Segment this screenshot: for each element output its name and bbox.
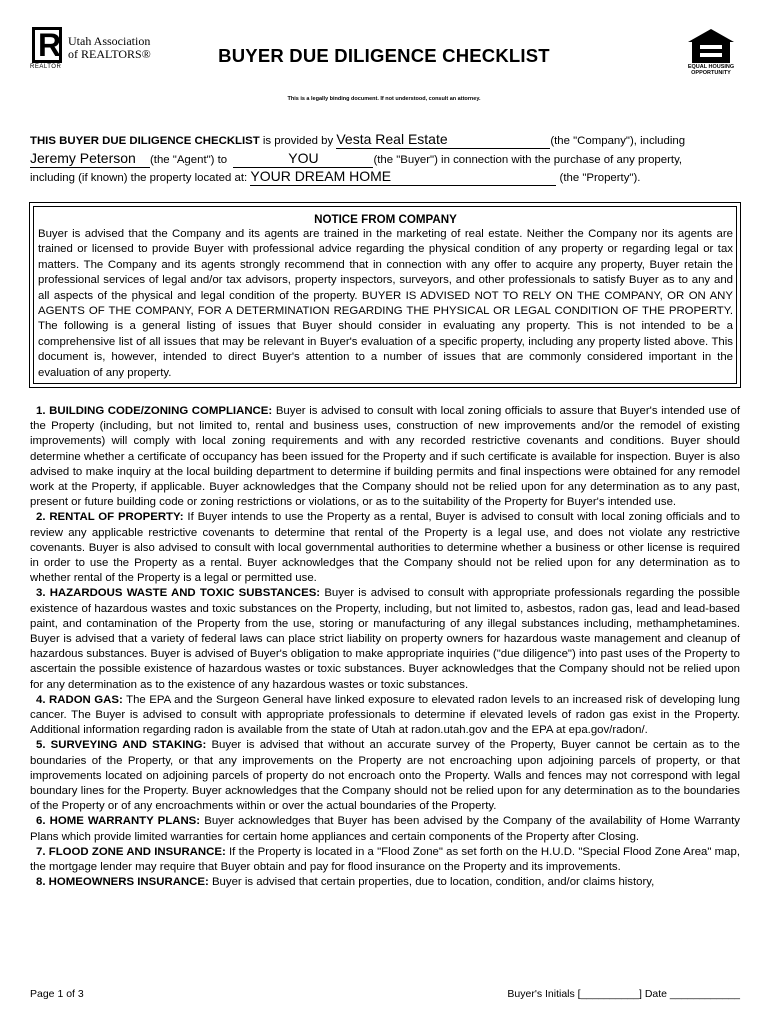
section-text: Buyer is advised to consult with local zoning officials to assure that Buyer's intended use of the Property (including, but not limited to, rental and business uses, construction of new improvements and/or the remodel of existing improvements) will comply with local zoning requirements and with any recorded restrictive covenants and conditions. Buyer should determine whether a certificate of occupancy has been issued for the Property and if such certificate is available for inspection. Buyer is also advised to make inquiry at the local building department to determine if building permits and final inspections were obtained for any remodel work at the Property, if applicable. Buyer acknowledges that the Company should not be relied upon for any determination as to any past, present or future building code or zoning restrictions or violations, or as to the suitability of the Property for Buyer's intended use.	[30, 405, 740, 509]
intro-text-6: (the "Property").	[559, 172, 641, 184]
property-field[interactable]: YOUR DREAM HOME	[250, 167, 556, 186]
notice-inner-box	[33, 206, 737, 384]
intro-text-2: (the "Company"), including	[550, 135, 686, 147]
intro-text-3: (the "Agent") to	[150, 154, 228, 166]
section-item	[30, 875, 740, 890]
page-number: Page 1 of 3	[30, 988, 84, 1000]
section-item	[30, 738, 740, 814]
notice-title: NOTICE FROM COMPANY	[314, 213, 457, 226]
section-heading: 3. HAZARDOUS WASTE AND TOXIC SUBSTANCES:	[36, 587, 321, 600]
section-item	[30, 814, 740, 844]
realtor-mark-text: REALTOR	[30, 64, 62, 70]
realtor-r-icon: R	[38, 27, 62, 63]
section-text: The EPA and the Surgeon General have linked exposure to elevated radon levels to an increased risk of developing lung cancer. The Buyer is advised to consult with appropriate professionals to determine if elevated levels of radon gas exist in the Property. Additional information regarding radon is available from the state of Utah at radon.utah.gov and the EPA at epa.gov/radon/.	[30, 693, 740, 737]
page-title: BUYER DUE DILIGENCE CHECKLIST	[218, 45, 550, 66]
section-text: If the Property is located in a "Flood Zone" as set forth on the H.U.D. "Special Flood Zone Area" map, the mortgage lender may require that Buyer obtain and pay for flood insurance on the Property and its improvements.	[30, 845, 740, 874]
section-item	[30, 693, 740, 739]
association-line-2: of REALTORS®	[68, 47, 151, 61]
section-item	[30, 404, 740, 510]
section-text: Buyer is advised that certain properties, due to location, condition, and/or claims history,	[211, 876, 655, 889]
section-item	[30, 510, 740, 586]
checklist-sections	[30, 404, 740, 891]
buyer-initials-line[interactable]: Buyer's Initials [__________] Date ____________	[507, 988, 740, 1000]
section-heading: 1. BUILDING CODE/ZONING COMPLIANCE:	[36, 405, 273, 417]
section-text: Buyer is advised that without an accurate survey of the Property, Buyer cannot be certain as to the boundaries of the Property, or that any improvements on the Property are not encroaching upon adjoining parcels of property, or that improvements located on adjoining parcels of property do not encroach onto the Property. Walls and fences may not correspond with legal boundary lines for the Property. Buyer acknowledges that the Company should not be relied upon for any determination as to the boundaries of the Property or of any encroachments within or over the actual boundaries of the Property.	[30, 739, 741, 813]
buyer-field[interactable]: YOU	[233, 149, 373, 168]
section-heading: 6. HOME WARRANTY PLANS:	[36, 815, 201, 828]
intro-text-5: including (if known) the property located at:	[30, 172, 248, 184]
intro-text-4: (the "Buyer") in connection with the purchase of any property,	[373, 154, 683, 166]
intro-line-3	[30, 167, 740, 187]
intro-line-2	[30, 149, 740, 169]
section-item	[30, 845, 740, 875]
company-field[interactable]: Vesta Real Estate	[336, 130, 550, 149]
equal-housing-label: EQUAL HOUSING OPPORTUNITY	[687, 64, 735, 76]
section-text: Buyer acknowledges that Buyer has been advised by the Company of the availability of Home Warranty Plans which provide limited warranties for certain home appliances and certain components of the Property after Closing.	[30, 815, 741, 843]
section-text: Buyer is advised to consult with appropriate professionals regarding the possible existence of hazardous wastes and toxic substances on the Property, including, but not limited to, asbestos, radon gas, lead and lead-based paint, and contamination of the Property from the use, storing or manufacturing of any illegal substances including, methamphetamines. Buyer is advised that a variety of federal laws can place strict liability on property owners for hazardous waste management and cleanup of hazardous substances. Buyer is advised of Buyer's obligation to make appropriate inquiries ("due diligence") into past uses of the Property to ascertain the possible existence of hazardous wastes or toxic substances. Buyer acknowledges that the Company should not be relied upon for any determination as to the existence of any hazardous wastes or toxic substances.	[30, 587, 741, 691]
section-heading: 7. FLOOD ZONE AND INSURANCE:	[36, 845, 226, 858]
section-heading: 2. RENTAL OF PROPERTY:	[36, 511, 184, 524]
section-heading: 4. RADON GAS:	[36, 693, 123, 706]
section-heading: 5. SURVEYING AND STAKING:	[36, 739, 207, 752]
equal-housing-icon	[686, 28, 736, 64]
intro-lead: THIS BUYER DUE DILIGENCE CHECKLIST	[30, 135, 260, 147]
agent-field[interactable]: Jeremy Peterson	[30, 149, 150, 168]
intro-text-1: is provided by	[259, 135, 337, 147]
association-line-1: Utah Association	[68, 34, 151, 48]
section-heading: 8. HOMEOWNERS INSURANCE:	[36, 876, 209, 889]
legal-notice: This is a legally binding document. If not understood, consult an attorney.	[287, 96, 481, 102]
notice-box	[29, 202, 741, 388]
section-item	[30, 586, 740, 692]
notice-body: Buyer is advised that the Company and its agents are trained in the marketing of real estate. Neither the Company nor its agents are trained or licensed to provide Buyer with professional advice regarding the physical condition of any property or regarding legal or tax matters. The Company and its agents strongly recommend that in connection with any offer to acquire any property, Buyer retain the professional services of legal and/or tax advisors, property inspectors, surveyors, and other professionals to satisfy Buyer as to any and all aspects of the physical and legal condition of the property. BUYER IS ADVISED NOT TO RELY ON THE COMPANY, OR ON ANY AGENTS OF THE COMPANY, FOR A DETERMINATION REGARDING THE PHYSICAL OR LEGAL CONDITION OF THE PROPERTY. The following is a general listing of issues that Buyer should consider in evaluating any property. This is not intended to be a comprehensive list of all issues that may be relevant in Buyer's evaluation of a specific property, including any property listed above. This document is, however, intended to direct Buyer's attention to a number of issues that are commonly considered important in the evaluation of any property.	[38, 228, 733, 379]
section-text: If Buyer intends to use the Property as a rental, Buyer is advised to consult with local zoning officials and to review any applicable restrictive covenants to determine that rental of the Property is a legal use, and does not violate any restrictive covenants. Buyer is also advised to consult with local governmental authorities to determine whether a business or other license is required in order to use the Property as a rental. Buyer acknowledges that the Company should not be relied upon for any determination as to whether rental of the Property is a legal or permitted use.	[30, 511, 740, 585]
intro-line-1	[30, 130, 740, 150]
